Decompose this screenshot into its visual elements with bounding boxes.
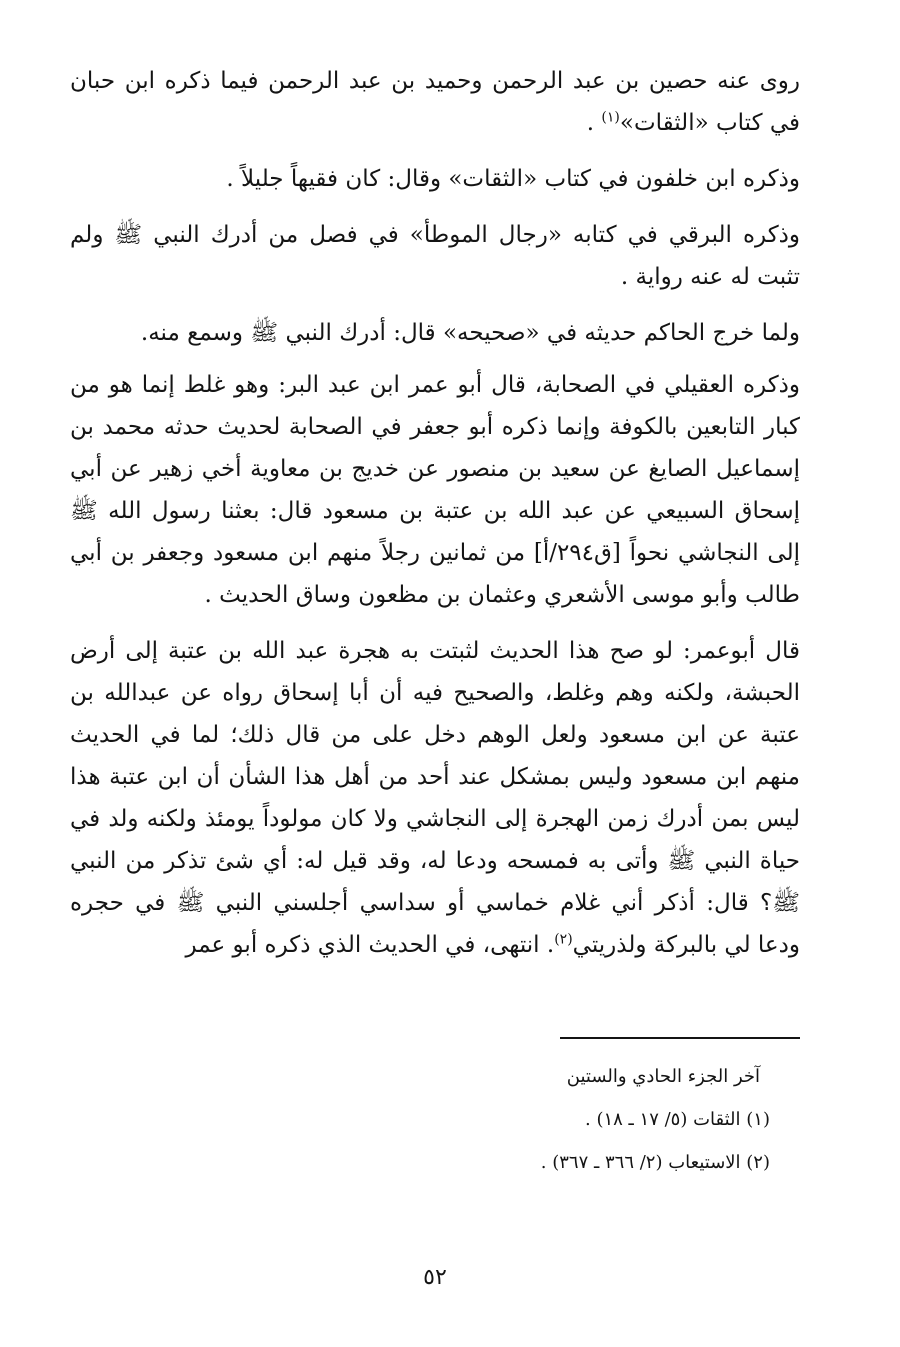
paragraph-abu-umar <box>70 630 800 966</box>
paragraph-text: روى عنه حصين بن عبد الرحمن وحميد بن عبد الرحمن فيما ذكره ابن حبان في كتاب «الثقات» <box>70 68 800 136</box>
footnote-ref-2[interactable]: (٢) <box>554 931 573 948</box>
paragraph-hasin-narration <box>70 60 800 144</box>
footnote-2: (٢) الاستيعاب (٢/ ٣٦٦ ـ ٣٦٧) . <box>540 1152 770 1173</box>
paragraph-trail: . <box>586 110 602 136</box>
paragraph-uqayli: وذكره العقيلي في الصحابة، قال أبو عمر ابن عبد البر: وهو غلط إنما هو من كبار التابعين بالكوفة وإنما ذكره أبو جعفر في الصحابة لحديث حدثه محمد بن إسماعيل الصايغ عن سعيد بن منصور عن خديج بن معاوية أخي زهير عن أبي إسحاق السبيعي عن عبد الله بن عتبة بن مسعود قال: بعثنا رسول الله ﷺ إلى النجاشي نحواً [ق٢٩٤/أ] من ثمانين رجلاً منهم ابن مسعود وجعفر بن أبي طالب وأبو موسى الأشعري وعثمان بن مظعون وساق الحديث . <box>70 372 800 608</box>
volume-end-note: آخر الجزء الحادي والستين <box>566 1066 760 1087</box>
page-body <box>70 60 800 1320</box>
footnotes <box>70 1055 800 1184</box>
paragraph-trail: . انتهى، في الحديث الذي ذكره أبو عمر <box>185 932 555 958</box>
footnote-separator <box>560 1037 800 1039</box>
paragraph-text: قال أبوعمر: لو صح هذا الحديث لثبتت به هجرة عبد الله بن عتبة إلى أرض الحبشة، ولكنه وهم وغلط، والصحيح فيه أن أبا إسحاق رواه عن عبدالله بن عتبة عن ابن مسعود ولعل الوهم دخل على من قال ذلك؛ لما في الحديث منهم ابن مسعود وليس بمشكل عند أحد من أهل هذا الشأن أن ابن عتبة هذا ليس بمن أدرك زمن الهجرة إلى النجاشي ولا كان مولوداً يومئذ ولكنه ولد في حياة النبي ﷺ وأتى به فمسحه ودعا له، وقد قيل له: أي شئ تذكر من النبي ﷺ؟ قال: أذكر أني غلام خماسي أو سداسي أجلسني النبي ﷺ في حجره ودعا لي بالبركة ولذريتي <box>70 638 800 958</box>
footnote-1: (١) الثقات (٥/ ١٧ ـ ١٨) . <box>585 1109 770 1130</box>
footnote-ref-1[interactable]: (١) <box>601 109 620 126</box>
paragraph-hakim: ولما خرج الحاكم حديثه في «صحيحه» قال: أدرك النبي ﷺ وسمع منه. <box>140 320 800 346</box>
paragraph-ibn-khalfun: وذكره ابن خلفون في كتاب «الثقات» وقال: كان فقيهاً جليلاً . <box>226 166 800 192</box>
paragraph-barqi: وذكره البرقي في كتابه «رجال الموطأ» في فصل من أدرك النبي ﷺ ولم تثبت له عنه رواية . <box>70 222 800 290</box>
page-number: ٥٢ <box>423 1265 447 1290</box>
